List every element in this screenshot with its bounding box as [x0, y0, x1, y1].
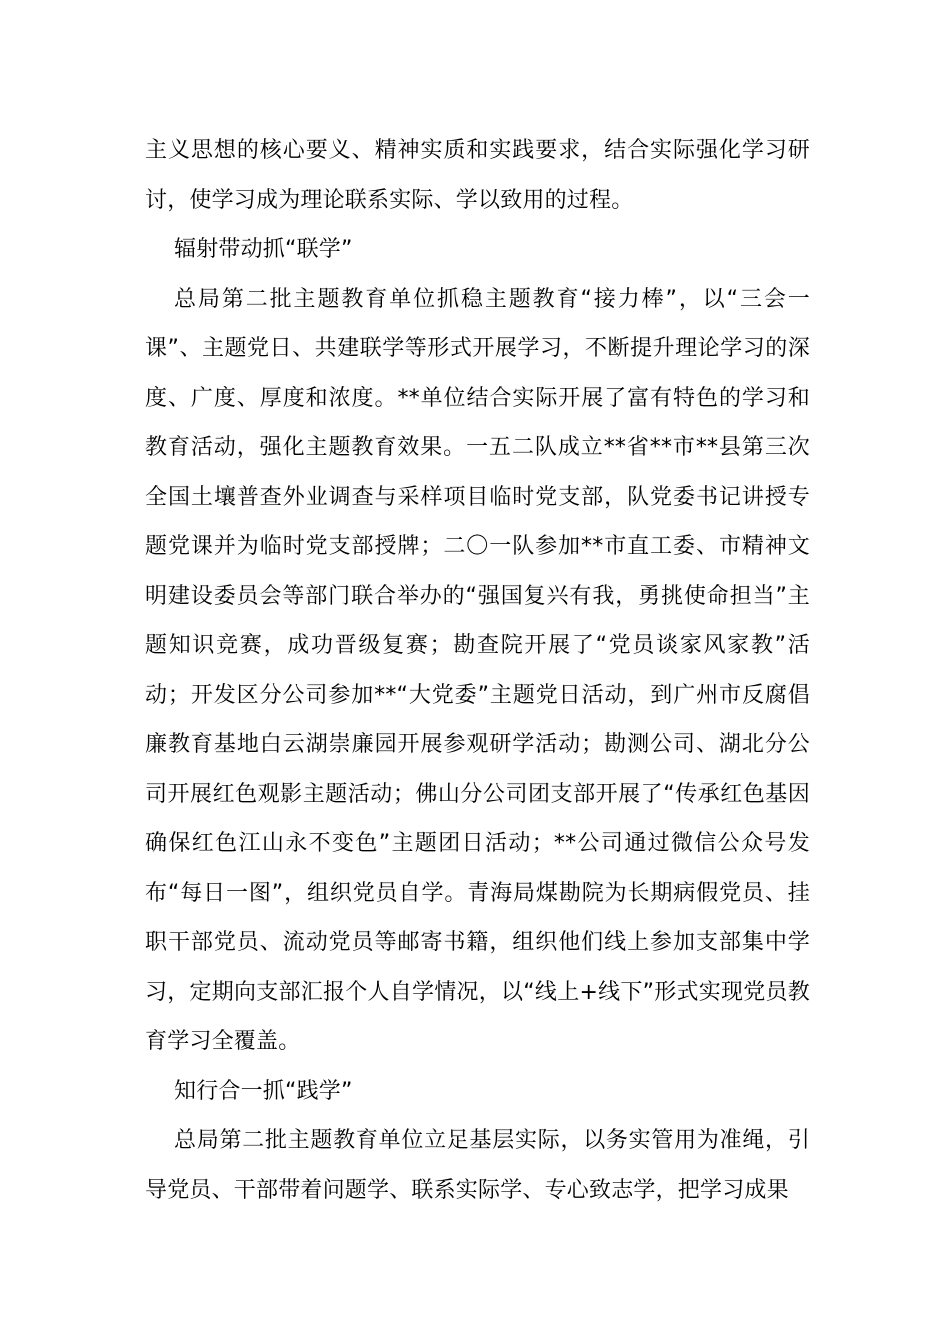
body-paragraph-jianxue: 总局第二批主题教育单位立足基层实际，以务实管用为准绳，引导党员、干部带着问题学、联系实际学、专心致志学，把学习成果 [145, 1128, 810, 1203]
body-paragraph-lianxue: 总局第二批主题教育单位抓稳主题教育“接力棒”，以“三会一课”、主题党日、共建联学等形式开展学习，不断提升理论学习的深度、广度、厚度和浓度。**单位结合实际开展了富有特色的学习和教育活动，强化主题教育效果。一五二队成立**省**市**县第三次全国土壤普查外业调查与采样项目临时党支部，队党委书记讲授专题党课并为临时党支部授牌；二〇一队参加**市直工委、市精神文明建设委员会等部门联合举办的“强国复兴有我，勇挑使命担当”主题知识竞赛，成功晋级复赛；勘查院开展了“党员谈家风家教”活动；开发区分公司参加**“大党委”主题党日活动，到广州市反腐倡廉教育基地白云湖崇廉园开展参观研学活动；勘测公司、湖北分公司开展红色观影主题活动；佛山分公司团支部开展了“传承红色基因 确保红色江山永不变色”主题团日活动；**公司通过微信公众号发布“每日一图”，组织党员自学。青海局煤勘院为长期病假党员、挂职干部党员、流动党员等邮寄书籍，组织他们线上参加支部集中学习，定期向支部汇报个人自学情况，以“线上+线下”形式实现党员教育学习全覆盖。 [145, 286, 810, 1054]
section-heading-lianxue: 辐射带动抓“联学” [174, 237, 353, 262]
section-heading-jianxue: 知行合一抓“践学” [174, 1078, 353, 1104]
body-paragraph-continued: 主义思想的核心要义、精神实质和实践要求，结合实际强化学习研讨，使学习成为理论联系实际、学以致用的过程。 [145, 138, 810, 213]
document-body [145, 126, 810, 1215]
